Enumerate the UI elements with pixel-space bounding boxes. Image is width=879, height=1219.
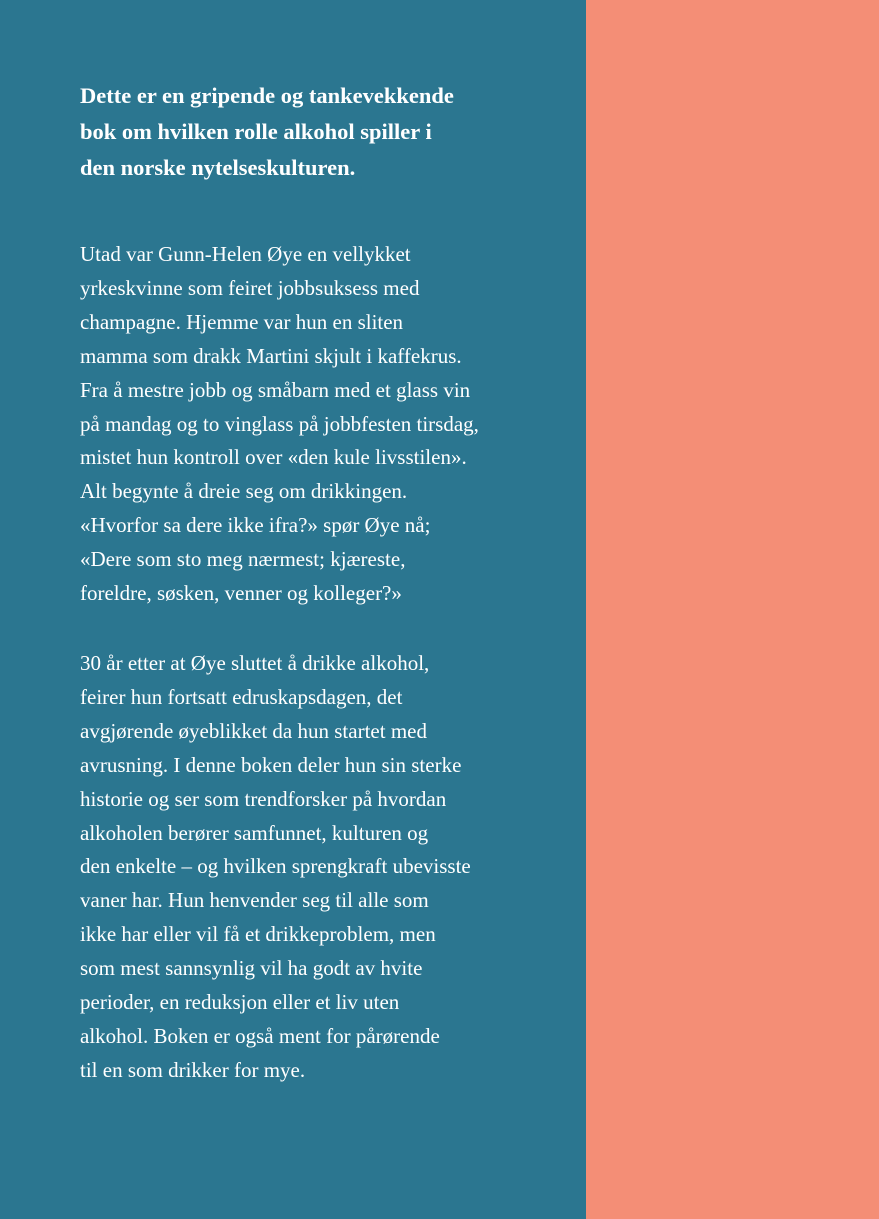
- paragraph-line: mamma som drakk Martini skjult i kaffekrus.: [80, 343, 462, 368]
- body-paragraph-2: [80, 647, 550, 1088]
- body-paragraph-1: [80, 238, 550, 611]
- paragraph-line: historie og ser som trendforsker på hvordan: [80, 786, 447, 811]
- paragraph-line: «Dere som sto meg nærmest; kjæreste,: [80, 547, 406, 572]
- paragraph-line: alkohol. Boken er også ment for pårørende: [80, 1023, 440, 1048]
- paragraph-line: på mandag og to vinglass på jobbfesten tirsdag,: [80, 411, 479, 436]
- paragraph-line: yrkeskvinne som feiret jobbsuksess med: [80, 275, 420, 300]
- paragraph-line: som mest sannsynlig vil ha godt av hvite: [80, 956, 423, 981]
- back-cover-text: [80, 78, 550, 1088]
- paragraph-line: alkoholen berører samfunnet, kulturen og: [80, 820, 429, 845]
- lead-line: Dette er en gripende og tankevekkende: [80, 83, 454, 108]
- paragraph-line: avrusning. I denne boken deler hun sin sterke: [80, 752, 462, 777]
- paragraph-line: Utad var Gunn-Helen Øye en vellykket: [80, 242, 411, 266]
- lead-paragraph: [80, 78, 550, 186]
- paragraph-line: den enkelte – og hvilken sprengkraft ubevisste: [80, 854, 471, 879]
- paragraph-line: 30 år etter at Øye sluttet å drikke alkohol,: [80, 650, 430, 675]
- paragraph-line: Fra å mestre jobb og småbarn med et glass vin: [80, 377, 471, 402]
- paragraph-line: vaner har. Hun henvender seg til alle som: [80, 888, 429, 913]
- paragraph-line: til en som drikker for mye.: [80, 1057, 306, 1082]
- right-color-panel: [586, 0, 879, 1219]
- paragraph-line: ikke har eller vil få et drikkeproblem, men: [80, 922, 436, 947]
- lead-line: bok om hvilken rolle alkohol spiller i: [80, 119, 432, 144]
- paragraph-line: mistet hun kontroll over «den kule livsstilen».: [80, 445, 467, 470]
- paragraph-line: Alt begynte å dreie seg om drikkingen.: [80, 479, 408, 504]
- paragraph-line: foreldre, søsken, venner og kolleger?»: [80, 581, 402, 606]
- lead-line: den norske nytelseskulturen.: [80, 155, 356, 180]
- paragraph-line: champagne. Hjemme var hun en sliten: [80, 309, 404, 334]
- paragraph-line: avgjørende øyeblikket da hun startet med: [80, 718, 427, 743]
- paragraph-line: perioder, en reduksjon eller et liv uten: [80, 990, 400, 1015]
- paragraph-line: «Hvorfor sa dere ikke ifra?» spør Øye nå;: [80, 513, 431, 538]
- paragraph-line: feirer hun fortsatt edruskapsdagen, det: [80, 684, 403, 709]
